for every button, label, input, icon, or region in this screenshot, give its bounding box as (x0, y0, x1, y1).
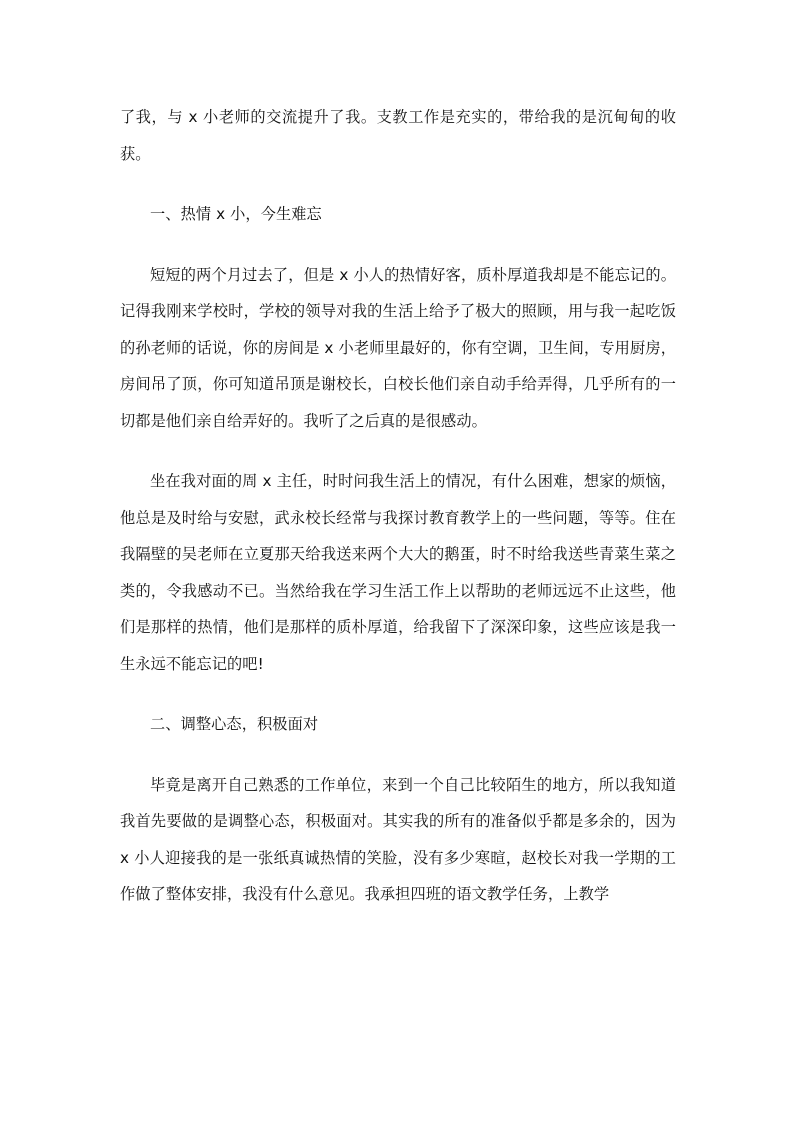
paragraph-continuation: 了我，与 x 小老师的交流提升了我。支教工作是充实的，带给我的是沉甸甸的收获。 (120, 108, 676, 163)
section-heading-1: 一、热情 x 小，今生难忘 (150, 205, 322, 223)
section-heading-2: 二、调整心态，积极面对 (150, 715, 319, 733)
document-body (120, 99, 676, 913)
paragraph-colleagues: 坐在我对面的周 x 主任，时时问我生活上的情况，有什么困难，想家的烦恼，他总是及时给与安慰，武永校长经常与我探讨教育教学上的一些问题，等等。住在我隔壁的吴老师在立夏那天给我送来两个大大的鹅蛋，时不时给我送些青菜生菜之类的，令我感动不已。当然给我在学习生活工作上以帮助的老师远远不止这些，他们是那样的热情，他们是那样的质朴厚道，给我留下了深深印象，这些应该是我一生永远不能忘记的吧! (120, 472, 676, 673)
paragraph-warmth: 短短的两个月过去了，但是 x 小人的热情好客，质朴厚道我却是不能忘记的。记得我刚来学校时，学校的领导对我的生活上给予了极大的照顾，用与我一起吃饭的孙老师的话说，你的房间是 x 小老师里最好的，你有空调，卫生间，专用厨房，房间吊了顶，你可知道吊顶是谢校长，白校长他们亲自动手给弄得，几乎所有的一切都是他们亲自给弄好的。我听了之后真的是很感动。 (120, 265, 676, 430)
paragraph-mindset: 毕竟是离开自己熟悉的工作单位，来到一个自己比较陌生的地方，所以我知道我首先要做的是调整心态，积极面对。其实我的所有的准备似乎都是多余的，因为 x 小人迎接我的是一张纸真诚热情的笑脸，没有多少寒暄，赵校长对我一学期的工作做了整体安排，我没有什么意见。我承担四班的语文教学任务，上教学 (120, 775, 676, 903)
